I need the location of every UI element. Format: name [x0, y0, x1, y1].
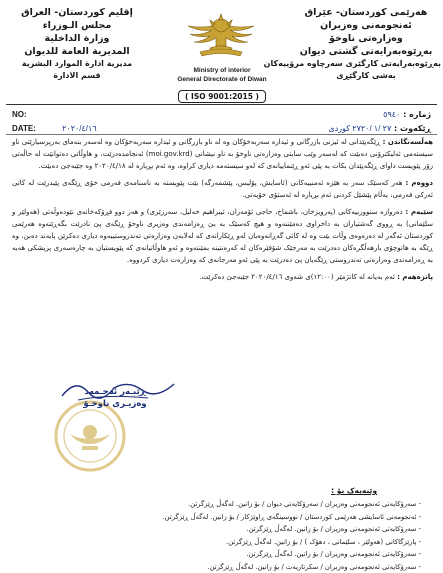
header-line: هەرێمی کوردستان- عێراق	[304, 7, 428, 18]
paragraph-1	[12, 136, 433, 172]
arabic-header	[2, 6, 152, 82]
signatory-name: ڕێبـەر ئەحـمەد	[84, 387, 146, 397]
paragraph-2	[12, 177, 433, 201]
header-line: وەزارەتی ناوخۆ	[329, 33, 403, 44]
header-line: المديرية العامة للديوان	[24, 46, 130, 57]
number-value: ٥٩٤٠	[383, 110, 401, 119]
list-item: - سەرۆکایەتی ئەنجومەنی وەزیران / بۆ زانین. لەگەڵ ڕێزگرتن.	[81, 548, 421, 561]
paragraph-text: ڕێگەپێدانی لە ئیزنی بازرگانی و ئیدارە سەربەخۆکان وە لە ناو بازرگانی و ئیدارە سەربەخۆکان وە لەسەر بنەمای بەرپرسیارێتی ناو سیستەمی ئەلیکترۆنی دەبێت کە لەسەر وێب سایتی وەزارەتی ناوخۆ بە ناو نیشانی (moi.gov.krd) ئەنجامدەدرێت، و هاوڵاتی دەتوانێت لە حاڵەتی زۆر پێویست داوای ڕێگەپێدان بکات بە پێی ئەو ڕێنماییانەی کە لەو سیستەمە دیاری کراوە، وە ئەم بڕیارە لە ٢٠٢٠/٤/١٨ وە جێبەجێ دەبێت.	[12, 138, 433, 170]
paragraph-3	[12, 206, 433, 266]
kurdistan-emblem-icon	[180, 6, 262, 64]
header-line: بەڕێوەبەرایەتی کارگێری سەرچاوە مرۆییەکان	[263, 59, 441, 68]
paragraph-4	[12, 271, 433, 283]
list-item: - پارێزگاکانی (هەولێر ، سلێمانی ، دهۆک ) / بۆ زانین. لەگەڵ ڕێزگرتن.	[81, 536, 421, 549]
header-line: قسم الادارة	[53, 71, 101, 80]
date-label: DATE:	[12, 124, 36, 133]
header-line: بەشی کارگێڕی	[336, 71, 396, 80]
iso-badge: ( ISO 9001:2015 )	[178, 90, 266, 103]
cc-heading: وێنەیەک بۆ :	[331, 486, 377, 495]
paragraph-lead: هەڵسەنگاندن :	[382, 138, 433, 146]
date-value: ٢٠٢٠/٤/١٦	[62, 124, 97, 133]
list-item: - سەرۆکایەتی ئەنجومەنی وەزیران / سکرتاریەت / بۆ زانین. لەگەڵ ڕێزگرتن.	[81, 561, 421, 573]
paragraph-lead: پانزەهەم :	[397, 273, 433, 281]
list-item: - سەرۆکایەتی ئەنجومەنی وەزیران / بۆ زانین. لەگەڵ ڕێزگرتن.	[81, 523, 421, 536]
ministry-block	[160, 66, 284, 103]
kurdish-date-value: ٢٧ /١ /٢٧٢٠ کوردی	[328, 124, 392, 133]
header-line: إقليم كوردستان- العراق	[21, 7, 133, 18]
paragraph-text: هەر کەسێک سەر بە هێزە ئەمنییەکانی (ئاسایش، پۆلیس، پێشمەرگە) بێت پێویستە بە ناسنامەی فەرمی خۆی ڕێگەی پێبدرێت لە کاتی ئەرکی فەرمی، بەڵام پێشێل کردنی ئەم بڕیارە لە ئەستۆی خۆیەتی.	[12, 179, 433, 199]
header-line: مديرية ادارة الموارد البشرية	[21, 59, 133, 68]
kurdish-date-label: ڕێکەوت :	[394, 124, 431, 133]
header-line: ئەنجومەنی وەزیران	[320, 20, 412, 31]
list-item: - ئەنجومەنی ئاسایشی هەرێمی کوردستان / نووسینگەی ڕاوێژکار / بۆ زانین. لەگەڵ ڕێزگرتن.	[81, 511, 421, 524]
signatory-title: وەزیـری ناوخـۆ	[83, 399, 147, 409]
number-label: ژمارە :	[403, 110, 431, 119]
header-line: بەڕێوەبەرایەتی گشتی دیوان	[299, 46, 433, 57]
list-item: - سەرۆکایەتی ئەنجومەنی وەزیران / سەرۆکایەتی دیوان / بۆ زانین. لەگەڵ ڕێزگرتن.	[81, 498, 421, 511]
signature-block	[60, 386, 170, 410]
header-divider	[6, 104, 437, 105]
meta-divider	[6, 134, 437, 135]
cc-list	[81, 498, 421, 573]
letter-body	[12, 136, 433, 288]
header-line: مجلس الـوزراء	[42, 20, 112, 31]
paragraph-lead: دووەم :	[405, 179, 433, 187]
paragraph-text: دەروازە سنوورییەکانی (پەرویزخان، باشماخ، حاجی ئۆمەران، ئیبراهیم خەلیل، سەرزێری) و هەر دوو فڕۆکەخانەی نێودەوڵەتی (هەولێر و سلێمانی) بە ڕووی گەشتیاران بە داخراوی دەمێننەوە و هیچ کەسێک بە بێ ڕەزامەندی وەزیری ناوخۆ ڕێگەی پێ نادرێت بگەڕێتەوە هەرێمی کوردستان ئەگەر لە دەرەوەی وڵات بێت وە لە کاتی گەڕانەوەیان لەو ڕێکارانەی کە لەلایەن وەزارەتی تەندروستییەوە دیاری دەکرێن پابەند دەبن، وە ڕێگە بە هاتوچۆی بارهەڵگرەکان دەدرێت بە مەرجێک شۆفێرەکان لە کەرەنتینە بمێننەوە و ئەو هاوڵاتیانەی کە پێویستیان بە چارەسەری پزیشکی هەیە بە ڕەزامەندی وەزارەتی تەندروستی ڕێگەیان پێ دەدرێت بە پێی ئەو مەرجانەی کە وەزارەت دیاری کردووە.	[12, 208, 433, 264]
directorate-name: General Directorate of Diwan	[177, 76, 267, 83]
kurdish-date-field	[328, 124, 431, 133]
date-field	[12, 124, 97, 133]
no-label: NO:	[12, 110, 27, 119]
no-field	[12, 110, 27, 119]
paragraph-lead: سێیەم :	[405, 208, 433, 216]
number-field	[383, 110, 431, 119]
ministry-name: Ministry of interior	[193, 67, 251, 74]
kurdish-header	[263, 6, 441, 82]
paragraph-text: ئەم بەیانە لە کاتژمێر (١٢:٠٠)ی شەوی ٢٠٢٠/٤/١٦ جێبەجێ دەکرێت.	[199, 273, 395, 281]
header-line: وزارة الداخلية	[44, 33, 110, 44]
